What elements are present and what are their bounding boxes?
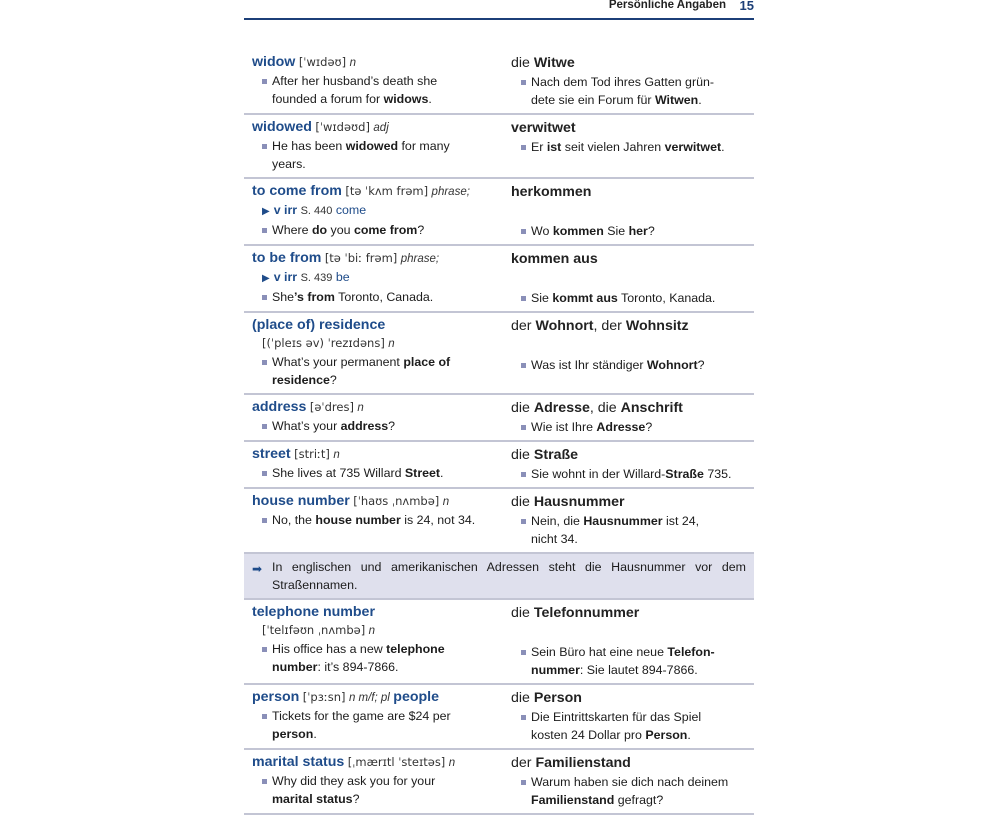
example-en: Where do you come from? (252, 221, 503, 239)
entry-street (244, 442, 754, 489)
translation: die Hausnummer (511, 494, 625, 510)
bullet-icon (521, 229, 526, 234)
translation: die Straße (511, 447, 579, 463)
bullet-icon (521, 80, 526, 85)
example-en: She lives at 735 Willard Street. (252, 464, 503, 482)
entry-person (244, 685, 754, 750)
pronunciation: [ˈpɜːsn] (302, 690, 346, 704)
pronunciation: [striːt] (294, 447, 330, 461)
bullet-icon (521, 650, 526, 655)
example-en: What’s your address? (252, 417, 503, 435)
bullet-icon (262, 424, 267, 429)
entry-house-number (244, 489, 754, 554)
translation: die Telefonnummer (511, 605, 640, 621)
cross-reference[interactable]: ▶ v irr S. 439 be (262, 270, 350, 284)
bullet-icon (262, 228, 267, 233)
headword: person (252, 689, 300, 705)
entry-widow (244, 50, 754, 115)
example-de: Sein Büro hat eine neue Telefon- nummer: Sie lautet 894-7866. (511, 643, 750, 679)
pronunciation: [ˌmærɪtl ˈsteɪtəs] (347, 755, 446, 769)
example-de: Nein, die Hausnummer ist 24, nicht 34. (511, 512, 750, 548)
part-of-speech: n m/f; pl (348, 692, 390, 704)
example-de: Wie ist Ihre Adresse? (511, 418, 750, 436)
headword: house number (252, 493, 350, 509)
cross-reference[interactable]: ▶ v irr S. 440 come (262, 203, 367, 217)
example-en: What’s your permanent place of residence? (252, 353, 503, 389)
part-of-speech: n (388, 338, 395, 350)
example-en: No, the house number is 24, not 34. (252, 511, 503, 529)
pronunciation: [ˈwɪdəʊ] (298, 55, 347, 69)
page-header (244, 0, 754, 20)
translation: der Familienstand (511, 755, 631, 771)
bullet-icon (262, 471, 267, 476)
bullet-icon (262, 647, 267, 652)
headword: widowed (252, 119, 312, 135)
part-of-speech: n (442, 496, 450, 508)
example-de: Wo kommen Sie her? (511, 222, 750, 240)
headword: street (252, 446, 291, 462)
pronunciation: [ˈtelɪfəʊn ˌnʌmbə] (262, 623, 366, 637)
entry-come-from (244, 179, 754, 246)
headword: telephone number (252, 604, 375, 620)
bullet-icon (262, 714, 267, 719)
bullet-icon (262, 518, 267, 523)
translation: der Wohnort, der Wohnsitz (511, 318, 689, 334)
example-de: Sie kommt aus Toronto, Kanada. (511, 289, 750, 307)
bullet-icon (521, 145, 526, 150)
plural-form: people (393, 689, 440, 705)
dictionary-entries (244, 50, 754, 815)
bullet-icon (262, 779, 267, 784)
bullet-icon (262, 295, 267, 300)
headword: address (252, 399, 307, 415)
example-en: Why did they ask you for your marital status? (252, 772, 503, 808)
bullet-icon (521, 519, 526, 524)
pronunciation: [tə ˈbiː frəm] (324, 251, 398, 265)
part-of-speech: n (448, 757, 456, 769)
translation: herkommen (511, 184, 592, 200)
bullet-icon (521, 780, 526, 785)
bullet-icon (521, 425, 526, 430)
bullet-icon (521, 296, 526, 301)
page-number: 15 (739, 0, 754, 13)
headword: to come from (252, 183, 342, 199)
pronunciation: [əˈdres] (309, 400, 354, 414)
headword: marital status (252, 754, 345, 770)
pronunciation: [tə ˈkʌm frəm] (345, 184, 429, 198)
part-of-speech: n (349, 57, 356, 69)
part-of-speech: phrase; (431, 186, 470, 198)
translation: verwitwet (511, 120, 576, 136)
part-of-speech: adj (373, 122, 389, 134)
bullet-icon (521, 472, 526, 477)
entry-address (244, 395, 754, 442)
entry-telephone-number (244, 600, 754, 685)
header-title: Persönliche Angaben (608, 0, 726, 11)
bullet-icon (262, 144, 267, 149)
example-en: She’s from Toronto, Canada. (252, 288, 503, 306)
translation: die Adresse, die Anschrift (511, 400, 683, 416)
example-de: Sie wohnt in der Willard-Straße 735. (511, 465, 750, 483)
bullet-icon (262, 79, 267, 84)
part-of-speech: n (357, 402, 364, 414)
bullet-icon (521, 715, 526, 720)
headword: to be from (252, 250, 322, 266)
bullet-icon (521, 363, 526, 368)
entry-widowed (244, 115, 754, 179)
entry-marital-status (244, 750, 754, 815)
example-de: Nach dem Tod ihres Gatten grün- dete sie ein Forum für Witwen. (511, 73, 750, 109)
example-en: His office has a new telephone number: it’s 894-7866. (252, 640, 503, 676)
note-text: In englischen und amerikanischen Adressen steht die Hausnummer vor dem Straßennamen. (272, 560, 746, 592)
arrow-right-icon: ➡ (252, 562, 263, 576)
headword: (place of) residence (252, 317, 386, 333)
part-of-speech: n (368, 625, 376, 637)
part-of-speech: n (333, 449, 340, 461)
info-note (244, 554, 754, 600)
pronunciation: [ˈhaʊs ˌnʌmbə] (353, 494, 440, 508)
example-en: He has been widowed for many years. (252, 137, 503, 173)
part-of-speech: phrase; (400, 253, 440, 265)
translation: kommen aus (511, 251, 598, 267)
pronunciation: [(ˈpleɪs əv) ˈrezɪdəns] (262, 336, 385, 350)
example-en: Tickets for the game are $24 per person. (252, 707, 503, 743)
entry-be-from (244, 246, 754, 313)
arrow-right-icon: ▶ (262, 273, 270, 284)
translation: die Person (511, 690, 582, 706)
example-en: After her husband’s death she founded a forum for widows. (252, 72, 503, 108)
arrow-right-icon: ▶ (262, 206, 270, 217)
example-de: Er ist seit vielen Jahren verwitwet. (511, 138, 750, 156)
entry-residence (244, 313, 754, 395)
example-de: Was ist Ihr ständiger Wohnort? (511, 356, 750, 374)
pronunciation: [ˈwɪdəʊd] (315, 120, 370, 134)
example-de: Warum haben sie dich nach deinem Familienstand gefragt? (511, 773, 750, 809)
bullet-icon (262, 360, 267, 365)
translation: die Witwe (511, 55, 575, 71)
headword: widow (252, 54, 296, 70)
example-de: Die Eintrittskarten für das Spiel kosten 24 Dollar pro Person. (511, 708, 750, 744)
